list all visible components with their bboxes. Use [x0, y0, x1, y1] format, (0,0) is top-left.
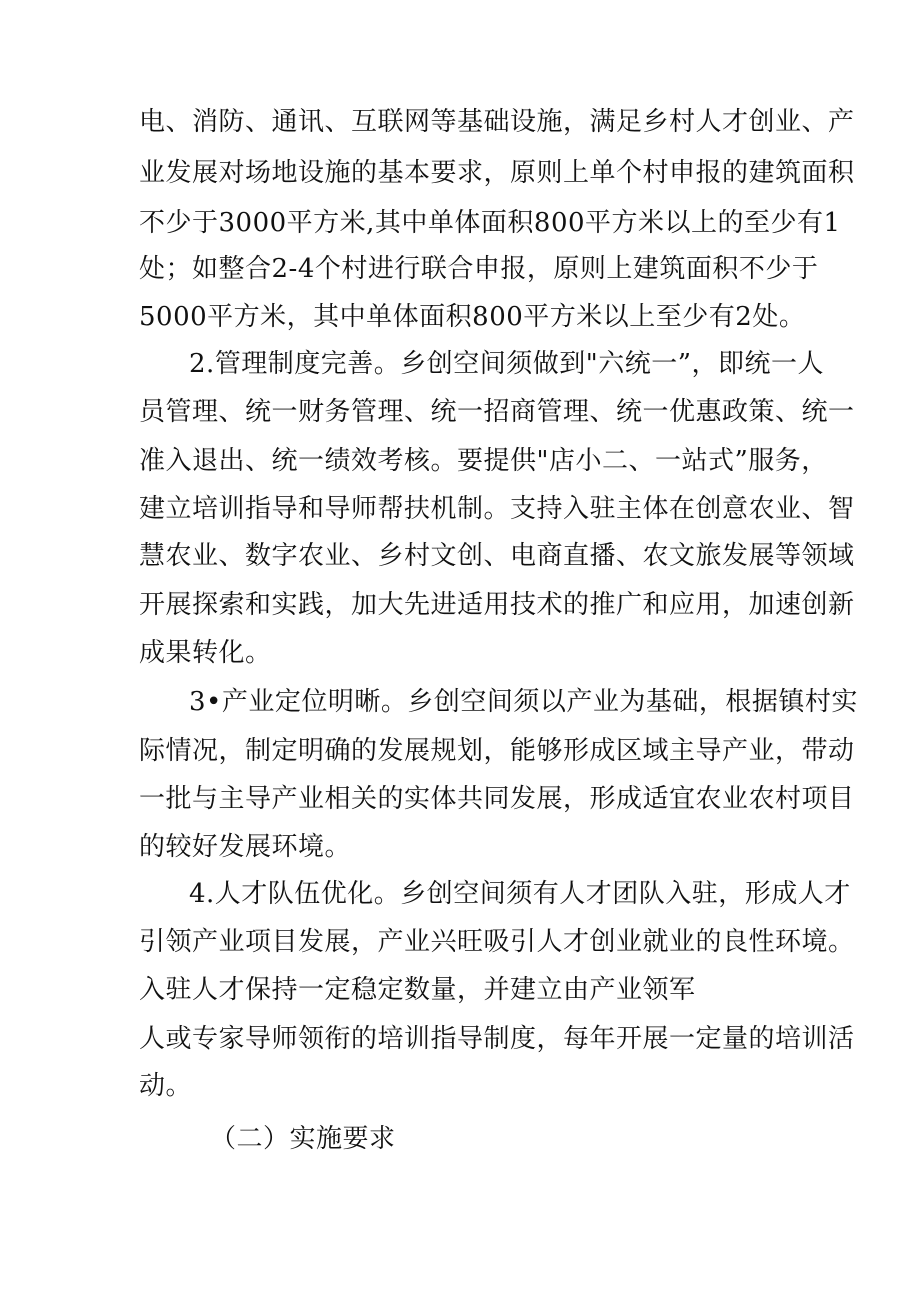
section-heading: （二）实施要求 — [210, 1124, 396, 1154]
text-line: 业发展对场地设施的基本要求，原则上单个村申报的建筑面积 — [139, 158, 855, 188]
text-line: 5000平方米，其中单体面积800平方米以上至少有2处。 — [139, 302, 806, 332]
text-line: 处；如整合2-4个村进行联合申报，原则上建筑面积不少于 — [139, 254, 819, 284]
text-line: 准入退出、统一绩效考核。要提供"店小二、一站式”服务， — [139, 446, 828, 476]
text-line: 建立培训指导和导师帮扶机制。支持入驻主体在创意农业、智 — [139, 494, 855, 524]
text-line: 成果转化。 — [139, 638, 272, 668]
paragraph-2-start: 2.管理制度完善。乡创空间须做到"六统一”，即统一人 — [189, 349, 825, 379]
text-line: 一批与主导产业相关的实体共同发展，形成适宜农业农村项目 — [139, 784, 855, 814]
paragraph-3-start: 3•产业定位明晰。乡创空间须以产业为基础，根据镇村实 — [189, 687, 858, 717]
text-line: 的较好发展环境。 — [139, 832, 352, 862]
text-line: 际情况，制定明确的发展规划，能够形成区域主导产业，带动 — [139, 736, 855, 766]
paragraph-4-start: 4.人才队伍优化。乡创空间须有人才团队入驻，形成人才 — [189, 879, 851, 909]
text-line: 开展探索和实践，加大先进适用技术的推广和应用，加速创新 — [139, 590, 855, 620]
text-line: 不少于3000平方米,其中单体面积800平方米以上的至少有1 — [139, 208, 841, 238]
text-line: 员管理、统一财务管理、统一招商管理、统一优惠政策、统一 — [139, 397, 855, 427]
text-line: 引领产业项目发展，产业兴旺吸引人才创业就业的良性环境。 — [139, 927, 855, 957]
text-line: 慧农业、数字农业、乡村文创、电商直播、农文旅发展等领域 — [139, 541, 855, 571]
text-line: 入驻人才保持一定稳定数量，并建立由产业领军 — [139, 975, 696, 1005]
text-line: 动。 — [139, 1071, 193, 1101]
text-line: 电、消防、通讯、互联网等基础设施，满足乡村人才创业、产 — [139, 107, 855, 137]
text-line: 人或专家导师领衔的培训指导制度，每年开展一定量的培训活 — [139, 1024, 855, 1054]
